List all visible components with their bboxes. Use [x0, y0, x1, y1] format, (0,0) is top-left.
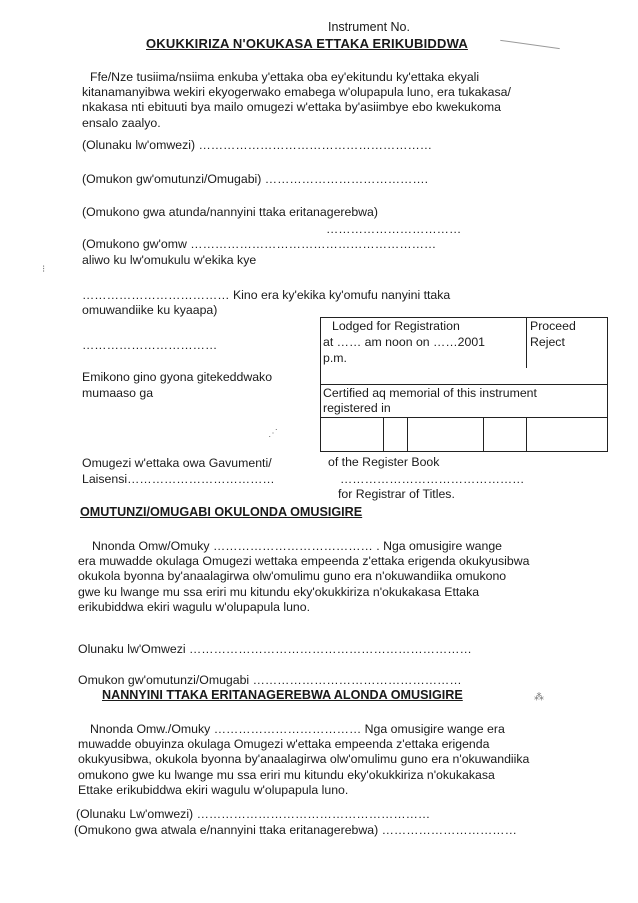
instrument-number-label: Instrument No.: [328, 20, 410, 34]
lodged-label: Lodged for Registration: [332, 319, 460, 333]
registry-rule: [320, 384, 607, 385]
left-blank-dots: ……………………………: [82, 338, 218, 352]
section1-line: gwe ku lwange mu ssa eriri mu kitundu eky'okukkiriza n'okukakasa Ettaka: [78, 584, 480, 599]
surveyor-label: Omugezi w'ettaka owa Gavumenti/: [82, 456, 272, 470]
registry-divider: [526, 317, 527, 368]
lodged-time-line: at …… am noon on ……2001: [323, 335, 485, 349]
section2-signature-line: (Omukono gwa atwala e/nannyini ttaka eritanagerebwa) ……………………………: [74, 823, 517, 837]
section1-signature-line: Omukon gw'omutunzi/Omugabi ……………………………………………: [78, 673, 462, 687]
registrar-dots: ………………………………………: [340, 472, 525, 486]
registry-cell-divider: [383, 417, 384, 451]
registry-rule: [320, 417, 607, 418]
title-scribble: [500, 40, 560, 49]
seller-signature-line: (Omukon gw'omutunzi/Omugabi) ………………………………….: [82, 172, 429, 186]
intro-line: kitanamanyibwa wekiri ekyogerwako emabega w'olupapula luno, era tukakasa/: [82, 85, 511, 100]
section1-line: erikubiddwa ekiri wagulu w'olupapula luno.: [78, 599, 311, 614]
witness-label-2: mumaaso ga: [82, 386, 154, 400]
reject-label: Reject: [530, 335, 565, 349]
signature-line-caption: aliwo ku lw'omukulu w'ekika kye: [82, 253, 257, 267]
intro-line: ensalo zaalyo.: [82, 115, 161, 130]
certified-label: Certified aq memorial of this instrument: [323, 386, 537, 400]
lodged-pm: p.m.: [323, 351, 347, 365]
section2-line: omukono gwe ku lwange mu ssa eriri mu kitundu eky'okukkiriza n'okukakasa: [78, 767, 495, 782]
registry-cell-divider: [407, 417, 408, 451]
owner-signature-label: (Omukono gwa atunda/nannyini ttaka eritanagerebwa): [82, 205, 378, 219]
clan-line: ……………………………… Kino era ky'ekika ky'omufu nanyini ttaka: [82, 288, 451, 302]
section2-paragraph: [78, 722, 529, 798]
intro-paragraph: [82, 70, 511, 131]
witness-label: Emikono gino gyona gitekeddwako: [82, 370, 273, 384]
section-heading-seller-agent: OMUTUNZI/OMUGABI OKULONDA OMUSIGIRE: [80, 505, 363, 519]
section2-line: okukyusibwa, okukola byonna by'anaalagirwa olw'omulimu guno era n'okuwandiika: [78, 752, 530, 767]
section1-line: okukola byonna by'anaalagirwa olw'omulimu guno era n'okuwandiika omukono: [78, 569, 507, 584]
intro-line: Ffe/Nze tusiima/nsiima enkuba y'ettaka oba ey'ekitundu ky'ettaka ekyali: [90, 70, 480, 84]
intro-line: nkakasa nti ebituuti bya mailo omugezi w'ettaka by'asiimbye ebo kwekukoma: [82, 100, 501, 115]
section2-line: Ettake erikubiddwa ekiri wagulu w'olupapula luno.: [78, 782, 349, 797]
section2-line: muwadde obuyinza okulaga Omugezi w'ettaka empeenda z'ettaka erigenda: [78, 737, 490, 752]
page-title: OKUKKIRIZA N'OKUKASA ETTAKA ERIKUBIDDWA: [146, 36, 468, 51]
scan-speck: ⁂: [534, 692, 544, 703]
certified-label-2: registered in: [323, 401, 391, 415]
section-heading-owner-agent: NANNYINI TTAKA ERITANAGEREBWA ALONDA OMUSIGIRE: [102, 688, 463, 702]
surveyor-licence-line: Laisensi………………………………: [82, 472, 275, 486]
section1-paragraph: [78, 539, 529, 615]
scan-speck: ⁝: [42, 264, 46, 275]
owner-signature-dots: ……………………………: [326, 222, 462, 236]
clan-line-caption: omuwandiike ku kyaapa): [82, 303, 218, 317]
registry-cell-divider: [483, 417, 484, 451]
registry-border-right: [607, 317, 608, 452]
section1-date-line: Olunaku lw'Omwezi ……………………………………………………………: [78, 642, 472, 656]
registry-cell-divider: [526, 417, 527, 451]
signature-line: (Omukono gw'omw ……………………………………………………: [82, 237, 437, 251]
section2-date-line: (Olunaku Lw'omwezi) …………………………………………………: [76, 807, 431, 821]
register-book-label: of the Register Book: [328, 455, 440, 469]
registry-rule: [320, 451, 607, 452]
scan-speck: ⋰: [268, 428, 278, 439]
section1-line: era muwadde okulaga Omugezi wettaka empeenda z'ettaka erigenda okukyusibwa: [78, 554, 530, 569]
proceed-label: Proceed: [530, 319, 576, 333]
section1-line: Nnonda Omw/Omuky ………………………………… . Nga omusigire wange: [92, 539, 503, 553]
section2-line: Nnonda Omw./Omuky ……………………………… Nga omusigire wange era: [90, 722, 505, 736]
registry-border-top: [320, 317, 607, 318]
registrar-label: for Registrar of Titles.: [338, 487, 455, 501]
date-line: (Olunaku lw'omwezi) …………………………………………………: [82, 138, 433, 152]
